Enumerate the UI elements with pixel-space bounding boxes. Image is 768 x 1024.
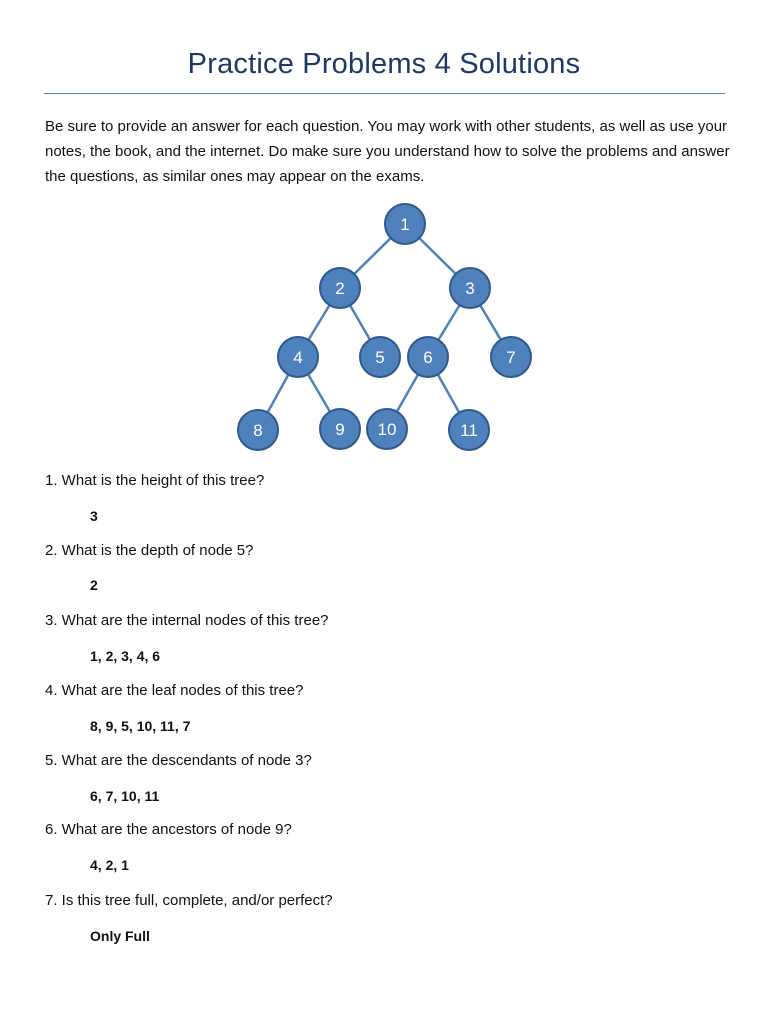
answer-3: 1, 2, 3, 4, 6: [90, 648, 161, 664]
tree-node-label: 4: [293, 348, 303, 367]
tree-node-4: [278, 337, 318, 377]
tree-node-label: 10: [377, 420, 397, 439]
question-1: 1. What is the height of this tree?: [45, 472, 265, 489]
tree-node-10: [367, 409, 407, 449]
question-5: 5. What are the descendants of node 3?: [45, 752, 312, 769]
tree-node-8: [238, 410, 278, 450]
question-6: 6. What are the ancestors of node 9?: [45, 821, 292, 838]
tree-node-3: [450, 268, 490, 308]
answer-4: 8, 9, 5, 10, 11, 7: [90, 718, 191, 734]
tree-node-label: 1: [400, 215, 410, 234]
tree-node-label: 5: [375, 348, 385, 367]
tree-node-6: [408, 337, 448, 377]
tree-node-2: [320, 268, 360, 308]
tree-node-7: [491, 337, 531, 377]
question-2: 2. What is the depth of node 5?: [45, 542, 254, 559]
tree-node-label: 7: [506, 348, 516, 367]
answer-2: 2: [90, 577, 98, 593]
tree-edges: [258, 224, 511, 430]
answer-6: 4, 2, 1: [90, 857, 129, 873]
question-7: 7. Is this tree full, complete, and/or perfect?: [45, 892, 333, 909]
tree-node-label: 2: [335, 279, 345, 298]
question-4: 4. What are the leaf nodes of this tree?: [45, 682, 304, 699]
binary-tree-diagram: [0, 0, 768, 470]
answer-5: 6, 7, 10, 11: [90, 788, 160, 804]
intro-paragraph: Be sure to provide an answer for each question. You may work with other students, as well as use your notes, the book, and the internet. Do make sure you understand how to solve the problems and answer the questions, as similar ones may appear on the exams.: [45, 118, 730, 185]
answer-1: 3: [90, 508, 98, 524]
tree-node-label: 11: [460, 421, 478, 440]
tree-nodes: [238, 204, 531, 450]
tree-node-label: 3: [465, 279, 475, 298]
tree-node-1: [385, 204, 425, 244]
tree-node-9: [320, 409, 360, 449]
tree-node-5: [360, 337, 400, 377]
answer-7: Only Full: [90, 928, 150, 944]
tree-node-label: 9: [335, 420, 345, 439]
tree-node-label: 6: [423, 348, 433, 367]
tree-node-label: 8: [253, 421, 263, 440]
page-title: Practice Problems 4 Solutions: [187, 48, 581, 80]
question-3: 3. What are the internal nodes of this tree?: [45, 612, 329, 629]
tree-node-11: [449, 410, 489, 450]
